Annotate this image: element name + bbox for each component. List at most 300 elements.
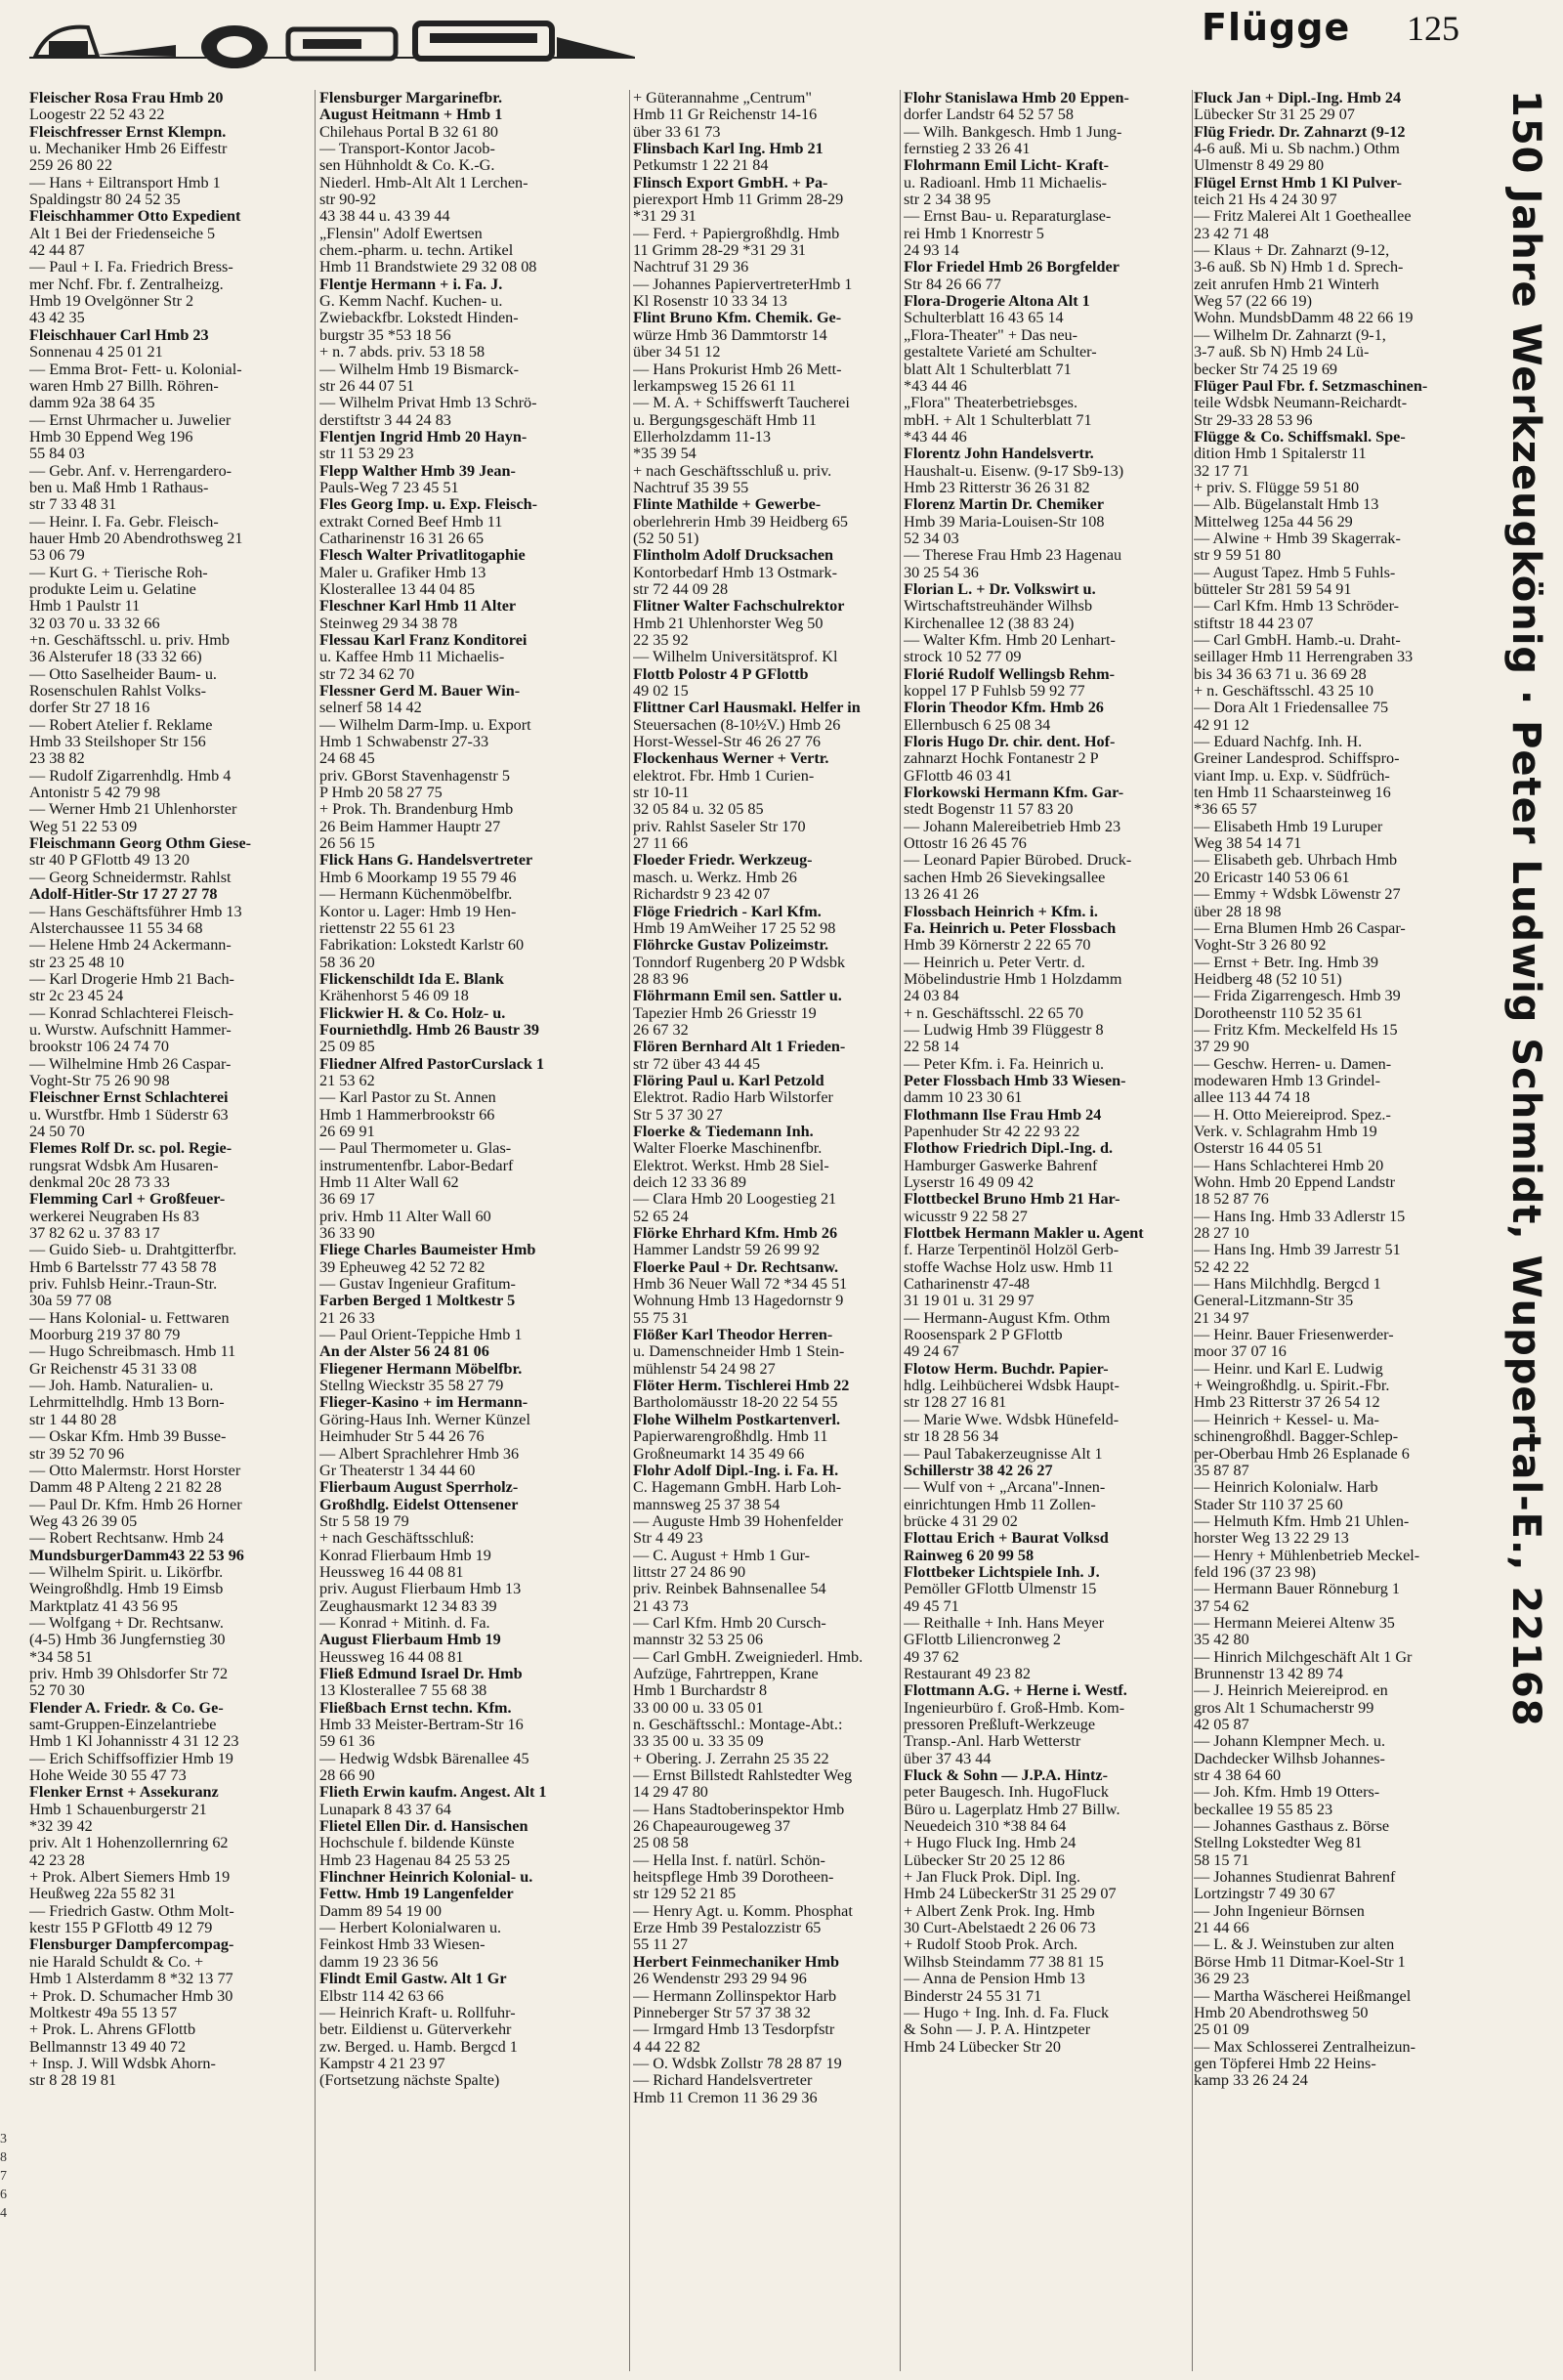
running-header-title: Flügge [1202,6,1351,49]
directory-entry-line: gros Alt 1 Schumacherstr 99 [1194,1699,1374,1717]
directory-entry-line: Schulterblatt 16 43 65 14 [904,310,1064,327]
directory-entry-line: — Hans Geschäftsführer Hmb 13 [29,903,242,920]
directory-entry-line: Richardstr 9 23 42 07 [633,886,771,904]
directory-entry-line: str 39 52 70 96 [29,1445,125,1463]
directory-entry-line: — Martha Wäscherei Heißmangel [1194,1987,1412,2005]
directory-entry-line: Nachtruf 35 39 55 [633,479,749,496]
directory-entry-line: Erze Hmb 39 Pestalozzistr 65 [633,1920,822,1937]
directory-entry-line: Flothow Friedrich Dipl.-Ing. d. [904,1140,1114,1158]
directory-entry-line: — Carl Kfm. Hmb 13 Schröder- [1194,598,1400,616]
directory-entry-line: Steuersachen (8-10½V.) Hmb 26 [633,716,841,734]
directory-entry-line: *32 39 42 [29,1818,93,1836]
directory-entry-line: — Wilhelm Darm-Imp. u. Export [319,716,531,734]
directory-entry-line: Flöge Friedrich - Karl Kfm. [633,903,822,920]
directory-entry-line: Hmb 23 Ritterstr 36 26 31 82 [904,479,1090,496]
directory-entry-line: — Heinrich + Kessel- u. Ma- [1194,1411,1379,1428]
directory-entry-line: Adolf-Hitler-Str 17 27 27 78 [29,886,218,904]
directory-entry-line: Flüg Friedr. Dr. Zahnarzt (9-12 [1194,123,1406,141]
directory-entry-line: — Helmuth Kfm. Hmb 21 Uhlen- [1194,1512,1410,1530]
directory-entry-line: — Robert Atelier f. Reklame [29,716,213,734]
directory-entry-line: 3-6 auß. Sb N) Hmb 1 d. Sprech- [1194,259,1404,276]
directory-entry-line: — Erich Schiffsoffizier Hmb 19 [29,1750,233,1767]
directory-entry-line: Heussweg 16 44 08 81 [319,1563,464,1581]
directory-entry-line: Loogestr 22 52 43 22 [29,106,165,124]
directory-entry-line: denkmal 20c 28 73 33 [29,1174,170,1191]
directory-entry-line: Verk. v. Schlagrahm Hmb 19 [1194,1123,1377,1140]
directory-entry-line: + nach Geschäftsschluß u. priv. [633,462,832,480]
directory-entry-line: — Hans Milchhdlg. Bergcd 1 [1194,1276,1381,1294]
directory-entry-line: Hmb 20 Abendrothsweg 50 [1194,2004,1369,2021]
directory-entry-line: sachen Hmb 26 Sievekingsallee [904,869,1106,886]
directory-entry-line: 30 25 54 36 [904,564,979,581]
directory-entry-line: Restaurant 49 23 82 [904,1665,1031,1682]
directory-entry-line: + Güterannahme „Centrum" [633,90,812,106]
margin-digit: 6 [0,2188,7,2202]
directory-entry-line: Kontorbedarf Hmb 13 Ostmark- [633,564,838,581]
directory-entry-line: Papenhuder Str 42 22 93 22 [904,1123,1080,1140]
directory-entry-line: Flentjen Ingrid Hmb 20 Hayn- [319,428,528,446]
directory-entry-line: Floeder Friedr. Werkzeug- [633,852,813,870]
directory-entry-line: + n. 7 abds. priv. 53 18 58 [319,344,486,361]
directory-entry-line: — Carl Kfm. Hmb 20 Cursch- [633,1614,826,1632]
directory-entry-line: Haushalt-u. Eisenw. (9-17 Sb9-13) [904,462,1124,480]
directory-entry-line: Hmb 6 Moorkamp 19 55 79 46 [319,869,517,886]
directory-entry-line: Hmb 39 Maria-Louisen-Str 108 [904,513,1105,531]
directory-entry-line: Fleischner Ernst Schlachterei [29,1089,229,1107]
directory-entry-line: Kirchenallee 12 (38 83 24) [904,615,1075,632]
directory-entry-line: 36 33 90 [319,1225,375,1243]
directory-entry-line: — Robert Rechtsanw. Hmb 24 [29,1530,225,1548]
directory-entry-line: Hmb 21 Uhlenhorster Weg 50 [633,615,824,632]
directory-entry-line: Großneumarkt 14 35 49 66 [633,1445,805,1463]
directory-entry-line: GFlottb 46 03 41 [904,767,1013,785]
directory-entry-line: deich 12 33 36 89 [633,1174,746,1191]
directory-entry-line: derstiftstr 3 44 24 83 [319,411,451,429]
directory-entry-line: damm 92a 38 64 35 [29,395,155,412]
directory-entry-line: — Heinr. und Karl E. Ludwig [1194,1360,1383,1378]
directory-entry-line: Ottostr 16 26 45 76 [904,835,1027,853]
directory-entry-line: Catharinenstr 16 31 26 65 [319,530,485,547]
directory-column-3 [633,90,897,2371]
directory-entry-line: — Konrad Schlachterei Fleisch- [29,1004,234,1022]
directory-entry-line: pressoren Preßluft-Werkzeuge [904,1717,1096,1733]
directory-entry-line: Nachtruf 31 29 36 [633,259,749,276]
directory-entry-line: 24 03 84 [904,988,959,1005]
directory-entry-line: + priv. S. Flügge 59 51 80 [1194,479,1360,496]
directory-entry-line: Elbstr 114 42 63 66 [319,1987,444,2005]
directory-entry-line: G. Kemm Nachf. Kuchen- u. [319,293,503,311]
directory-entry-line: Antonistr 5 42 79 98 [29,785,160,802]
directory-entry-line: Pauls-Weg 7 23 45 51 [319,479,459,496]
directory-entry-line: Flohr Stanislawa Hmb 20 Eppen- [904,90,1129,106]
directory-entry-line: — Henry Agt. u. Komm. Phosphat [633,1902,853,1920]
directory-entry-line: 31 19 01 u. 31 29 97 [904,1293,1035,1310]
directory-entry-line: Horst-Wessel-Str 46 26 27 76 [633,734,822,751]
directory-entry-line: über 33 61 73 [633,123,721,141]
directory-entry-line: — Johannes Gasthaus z. Börse [1194,1818,1390,1836]
directory-entry-line: Weingroßhdlg. Hmb 19 Eimsb [29,1581,224,1598]
directory-entry-line: Elektrot. Werkst. Hmb 28 Siel- [633,1157,829,1174]
directory-entry-line: str 7 33 48 31 [29,496,117,514]
directory-entry-line: brookstr 106 24 74 70 [29,1039,169,1056]
directory-entry-line: — Wilhelm Dr. Zahnarzt (9-1, [1194,326,1386,344]
directory-entry-line: — Fritz Malerei Alt 1 Goetheallee [1194,208,1412,226]
directory-entry-line: 35 42 80 [1194,1632,1249,1649]
directory-entry-line: Flentje Hermann + i. Fa. J. [319,276,503,293]
directory-entry-line: Fleischhauer Carl Hmb 23 [29,326,209,344]
directory-entry-line: + Prok. D. Schumacher Hmb 30 [29,1987,233,2005]
directory-entry-line: str 72 über 43 44 45 [633,1055,760,1073]
directory-entry-line: Mittelweg 125a 44 56 29 [1194,513,1353,531]
directory-entry-line: — Erna Blumen Hmb 26 Caspar- [1194,919,1406,937]
directory-column-4 [904,90,1191,2371]
directory-entry-line: Lübecker Str 31 25 29 07 [1194,106,1355,124]
directory-entry-line: 43 38 44 u. 43 39 44 [319,208,450,226]
directory-entry-line: — Leonard Papier Bürobed. Druck- [904,852,1132,870]
directory-entry-line: str 10-11 [633,785,690,802]
directory-entry-line: str 11 53 29 23 [319,446,414,463]
directory-entry-line: dorfer Landstr 64 52 57 58 [904,106,1074,124]
directory-entry-line: — Richard Handelsvertreter [633,2072,813,2090]
directory-entry-line: Flohe Wilhelm Postkartenverl. [633,1411,841,1428]
directory-entry-line: str 40 P GFlottb 49 13 20 [29,852,190,870]
directory-entry-line: 59 61 36 [319,1733,375,1751]
directory-entry-line: priv. Reinbek Bahnsenallee 54 [633,1581,826,1598]
directory-entry-line: Flößer Karl Theodor Herren- [633,1327,833,1344]
directory-entry-line: 30a 59 77 08 [29,1293,112,1310]
directory-entry-line: Dachdecker Wilhsb Johannes- [1194,1750,1385,1767]
directory-entry-line: Fließ Edmund Israel Dr. Hmb [319,1665,523,1682]
directory-entry-line: Hmb 24 Lübecker Str 20 [904,2038,1061,2056]
directory-entry-line: — Johannes PapiervertreterHmb 1 [633,276,853,293]
directory-entry-line: + Weingroßhdlg. u. Spirit.-Fbr. [1194,1378,1390,1395]
directory-entry-line: Hmb 11 Alter Wall 62 [319,1174,459,1191]
directory-entry-line: 52 70 30 [29,1682,85,1700]
directory-entry-line: Flindt Emil Gastw. Alt 1 Gr [319,1971,507,1988]
directory-entry-line: 23 42 71 48 [1194,225,1269,242]
directory-entry-line: pierexport Hmb 11 Grimm 28-29 [633,191,844,209]
directory-entry-line: Hmb 11 Gr Reichenstr 14-16 [633,106,818,124]
directory-entry-line: GFlottb Liliencronweg 2 [904,1632,1061,1649]
directory-entry-line: priv. Hmb 39 Ohlsdorfer Str 72 [29,1665,229,1682]
directory-entry-line: — Wilhelm Universitätsprof. Kl [633,649,838,666]
directory-entry-line: Zwiebackfbr. Lokstedt Hinden- [319,310,519,327]
directory-entry-line: — Karl Pastor zu St. Annen [319,1089,496,1107]
directory-entry-line: teile Wdsbk Neumann-Reichardt- [1194,395,1408,412]
directory-entry-line: „Flensin" Adolf Ewertsen [319,225,483,242]
directory-entry-line: Str 5 58 19 79 [319,1512,409,1530]
directory-entry-line: Hmb 1 Hammerbrookstr 66 [319,1106,495,1124]
directory-entry-line: 49 24 67 [904,1343,959,1361]
directory-entry-line: — Hans Ing. Hmb 33 Adlerstr 15 [1194,1208,1406,1225]
directory-entry-line: Flieger-Kasino + im Hermann- [319,1394,528,1412]
directory-entry-line: über 37 43 44 [904,1750,992,1767]
directory-entry-line: u. Wurstfbr. Hmb 1 Süderstr 63 [29,1106,229,1124]
directory-entry-line: Floerke Paul + Dr. Rechtsanw. [633,1258,839,1276]
directory-entry-line: Moorburg 219 37 80 79 [29,1327,181,1344]
directory-entry-line: Hmb 1 Burchardstr 8 [633,1682,768,1700]
directory-entry-line: — Ernst Billstedt Rahlstedter Weg [633,1767,853,1785]
directory-entry-line: — Heinrich Kolonialw. Harb [1194,1479,1378,1497]
page-number: 125 [1407,9,1459,48]
directory-entry-line: — Elisabeth geb. Uhrbach Hmb [1194,852,1398,870]
directory-entry-line: Hamburger Gaswerke Bahrenf [904,1157,1098,1174]
directory-entry-line: Zeughausmarkt 12 34 83 39 [319,1597,497,1615]
directory-entry-line: — Frida Zigarrengesch. Hmb 39 [1194,988,1401,1005]
directory-entry-line: — Wulf von + „Arcana"-Innen- [904,1479,1106,1497]
directory-entry-line: Flöhrcke Gustav Polizeimstr. [633,937,829,955]
directory-entry-line: chem.-pharm. u. techn. Artikel [319,242,514,260]
directory-entry-line: Flottmann A.G. + Herne i. Westf. [904,1682,1127,1700]
directory-entry-line: — Otto Saselheider Baum- u. [29,665,217,683]
directory-entry-line: — John Ingenieur Börnsen [1194,1902,1365,1920]
directory-entry-line: — Ernst Uhrmacher u. Juwelier [29,411,232,429]
directory-entry-line: u. Wurstw. Aufschnitt Hammer- [29,1021,232,1039]
directory-entry-line: Göring-Haus Inh. Werner Künzel [319,1411,530,1428]
directory-entry-line: Walter Floerke Maschinenfbr. [633,1140,823,1158]
directory-entry-line: Dorotheenstr 110 52 35 61 [1194,1004,1363,1022]
directory-entry-line: Flickwier H. & Co. Holz- u. [319,1004,506,1022]
directory-entry-line: + Prok. L. Ahrens GFlottb [29,2021,196,2039]
directory-entry-line: 32 17 71 [1194,462,1249,480]
directory-entry-line: kestr 155 P GFlottb 49 12 79 [29,1920,213,1937]
directory-entry-line: — Max Schlosserei Zentralheizun- [1194,2038,1416,2056]
directory-entry-line: *36 65 57 [1194,801,1257,819]
directory-entry-line: 11 Grimm 28-29 *31 29 31 [633,242,807,260]
directory-entry-line: Schillerstr 38 42 26 27 [904,1462,1053,1479]
directory-entry-line: + n. Geschäftsschl. 22 65 70 [904,1004,1084,1022]
directory-entry-line: 20 Ericastr 140 53 06 61 [1194,869,1350,886]
directory-entry-line: Fabrikation: Lokstedt Karlstr 60 [319,937,525,955]
directory-entry-line: str 72 34 62 70 [319,665,415,683]
directory-entry-line: betr. Eildienst u. Güterverkehr [319,2021,512,2039]
directory-entry-line: Osterstr 16 44 05 51 [1194,1140,1324,1158]
directory-entry-line: — Therese Frau Hmb 23 Hagenau [904,547,1122,565]
directory-entry-line: Florian L. + Dr. Volkswirt u. [904,580,1096,598]
directory-entry-line: Florkowski Hermann Kfm. Gar- [904,785,1124,802]
directory-entry-line: 32 03 70 u. 33 32 66 [29,615,160,632]
directory-entry-line: Fles Georg Imp. u. Exp. Fleisch- [319,496,538,514]
directory-entry-line: Flohr Adolf Dipl.-Ing. i. Fa. H. [633,1462,839,1479]
directory-entry-line: — Hugo Schreibmasch. Hmb 11 [29,1343,236,1361]
margin-digit: 8 [0,2150,7,2165]
directory-entry-line: Weg 51 22 53 09 [29,818,138,835]
directory-entry-line: 23 38 82 [29,750,85,768]
directory-entry-line: — Johann Malereibetrieb Hmb 23 [904,818,1121,835]
directory-entry-line: priv. August Flierbaum Hmb 13 [319,1581,522,1598]
directory-entry-line: teich 21 Hs 4 24 30 97 [1194,191,1337,209]
directory-entry-line: Klosterallee 13 44 04 85 [319,580,476,598]
directory-entry-line: — Paul Thermometer u. Glas- [319,1140,512,1158]
margin-digit: 3 [0,2132,7,2146]
directory-entry-line: rei Hmb 1 Knorrestr 5 [904,225,1044,242]
directory-column-2 [319,90,626,2371]
directory-entry-line: — Joh. Kfm. Hmb 19 Otters- [1194,1784,1380,1802]
directory-entry-line: Papierwarengroßhdlg. Hmb 11 [633,1428,828,1446]
directory-entry-line: 21 53 62 [319,1072,375,1089]
directory-entry-line: 3-7 auß. Sb N) Hmb 24 Lü- [1194,344,1370,361]
directory-entry-line: str 2 34 38 95 [904,191,992,209]
directory-entry-line: kamp 33 26 24 24 [1194,2072,1308,2090]
directory-entry-line: strock 10 52 77 09 [904,649,1022,666]
directory-entry-line: Fleischhammer Otto Expedient [29,208,241,226]
directory-entry-line: — Paul Orient-Teppiche Hmb 1 [319,1327,523,1344]
directory-entry-line: Fließbach Ernst techn. Kfm. [319,1699,512,1717]
directory-entry-line: Büro u. Lagerplatz Hmb 27 Billw. [904,1801,1120,1818]
directory-entry-line: 24 68 45 [319,750,375,768]
directory-entry-line: *43 44 46 [904,377,967,395]
directory-entry-line: bis 34 36 63 71 u. 36 69 28 [1194,665,1367,683]
directory-entry-line: — Wilhelm Privat Hmb 13 Schrö- [319,395,537,412]
directory-entry-line: + Hugo Fluck Ing. Hmb 24 [904,1835,1077,1852]
directory-entry-line: Rosenschulen Rahlst Volks- [29,683,207,701]
directory-entry-line: — Hermann Zollinspektor Harb [633,1987,837,2005]
directory-entry-line: Flietel Ellen Dir. d. Hansischen [319,1818,528,1836]
directory-entry-line: dorfer Str 27 18 16 [29,700,150,717]
directory-entry-line: Hochschule f. bildende Künste [319,1835,515,1852]
directory-entry-line: 42 05 87 [1194,1717,1249,1733]
directory-entry-line: — Heinr. I. Fa. Gebr. Fleisch- [29,513,219,531]
directory-entry-line: Fourniethdlg. Hmb 26 Baustr 39 [319,1021,540,1039]
directory-entry-line: Flottbeker Lichtspiele Inh. J. [904,1563,1100,1581]
directory-entry-line: — M. A. + Schiffswerft Taucherei [633,395,850,412]
directory-entry-line: Heimhuder Str 5 44 26 76 [319,1428,485,1446]
directory-entry-line: Flinte Mathilde + Gewerbe- [633,496,822,514]
directory-entry-line: — Irmgard Hmb 13 Tesdorpfstr [633,2021,835,2039]
directory-entry-line: stiftstr 18 44 23 07 [1194,615,1314,632]
directory-entry-line: Flessner Gerd M. Bauer Win- [319,683,521,701]
directory-entry-line: August Flierbaum Hmb 19 [319,1632,501,1649]
directory-entry-line: Ellernbusch 6 25 08 34 [904,716,1051,734]
directory-entry-line: & Sohn — J. P. A. Hintzpeter [904,2021,1091,2039]
directory-entry-line: + Prok. Albert Siemers Hmb 19 [29,1869,231,1887]
directory-entry-line: 55 84 03 [29,446,85,463]
directory-entry-line: (52 50 51) [633,530,699,547]
directory-entry-line: — L. & J. Weinstuben zur alten [1194,1936,1395,1954]
directory-entry-line: Flüger Paul Fbr. f. Setzmaschinen- [1194,377,1428,395]
directory-entry-line: — O. Wdsbk Zollstr 78 28 87 19 [633,2055,842,2072]
directory-entry-line: str 1 44 80 28 [29,1411,117,1428]
directory-entry-line: Hmb 1 Schwabenstr 27-33 [319,734,489,751]
directory-entry-line: — Rudolf Zigarrenhdlg. Hmb 4 [29,767,232,785]
directory-entry-line: 52 42 22 [1194,1258,1249,1276]
directory-entry-line: koppel 17 P Fuhlsb 59 92 77 [904,683,1085,701]
directory-entry-line: mer Nchf. Fbr. f. Zentralheizg. [29,276,224,293]
directory-entry-line: viant Imp. u. Exp. v. Südfrüch- [1194,767,1390,785]
directory-entry-line: priv. GBorst Stavenhagenstr 5 [319,767,510,785]
directory-entry-line: Fleischfresser Ernst Klempn. [29,123,227,141]
directory-entry-line: Flickenschildt Ida E. Blank [319,970,504,988]
directory-entry-line: Wilhsb Steindamm 77 38 81 15 [904,1953,1104,1971]
directory-entry-line: Pemöller GFlottb Ulmenstr 15 [904,1581,1097,1598]
directory-entry-line: Binderstr 24 55 31 71 [904,1987,1042,2005]
directory-entry-line: n. Geschäftsschl.: Montage-Abt.: [633,1717,843,1733]
directory-entry-line: waren Hmb 27 Billh. Röhren- [29,377,219,395]
directory-entry-line: 21 26 33 [319,1309,375,1327]
directory-entry-line: — Friedrich Gastw. Othm Molt- [29,1902,234,1920]
directory-entry-line: — Walter Kfm. Hmb 20 Lenhart- [904,632,1116,649]
directory-entry-line: stedt Bogenstr 11 57 83 20 [904,801,1074,819]
directory-entry-line: Hohe Weide 30 55 47 73 [29,1767,187,1785]
directory-entry-line: — Ludwig Hmb 39 Flüggestr 8 [904,1021,1104,1039]
directory-entry-line: 36 69 17 [319,1191,375,1209]
directory-column-1 [29,90,332,2371]
directory-entry-line: u. Mechaniker Hmb 26 Eiffestr [29,141,228,158]
directory-entry-line: — Carl GmbH. Hamb.-u. Draht- [1194,632,1401,649]
directory-entry-line: Hmb 11 Brandstwiete 29 32 08 08 [319,259,537,276]
directory-entry-line: 26 67 32 [633,1021,689,1039]
directory-entry-line: zw. Berged. u. Hamb. Bergcd 1 [319,2038,518,2056]
directory-entry-line: — Hermann-August Kfm. Othm [904,1309,1111,1327]
directory-entry-line: — Hans Kolonial- u. Fettwaren [29,1309,230,1327]
directory-entry-line: str 8 28 19 81 [29,2072,117,2090]
directory-entry-line: str 72 44 09 28 [633,580,729,598]
directory-entry-line: 58 15 71 [1194,1851,1249,1869]
directory-entry-line: Kl Rosenstr 10 33 34 13 [633,293,787,311]
directory-entry-line: — H. Otto Meiereiprod. Spez.- [1194,1106,1391,1124]
directory-entry-line: — Heinr. Bauer Friesenwerder- [1194,1327,1394,1344]
directory-entry-line: — Hans Prokurist Hmb 26 Mett- [633,361,842,378]
directory-entry-line: Flepp Walther Hmb 39 Jean- [319,462,516,480]
directory-entry-line: — Otto Malermstr. Horst Horster [29,1462,241,1479]
directory-entry-line: Stader Str 110 37 25 60 [1194,1496,1343,1513]
directory-entry-line: Flotow Herm. Buchdr. Papier- [904,1360,1109,1378]
directory-entry-line: str 2c 23 45 24 [29,988,124,1005]
column-divider [629,90,630,2371]
directory-entry-line: 22 35 92 [633,632,689,649]
directory-entry-line: 21 43 73 [633,1597,689,1615]
directory-entry-line: — Guido Sieb- u. Drahtgitterfbr. [29,1242,237,1259]
directory-entry-line: 36 Alsterufer 18 (33 32 66) [29,649,202,666]
directory-entry-line: wicusstr 9 22 58 27 [904,1208,1028,1225]
directory-entry-line: Fliege Charles Baumeister Hmb [319,1242,536,1259]
directory-entry-line: P Hmb 20 58 27 75 [319,785,443,802]
directory-entry-line: Hmb 23 Ritterstr 37 26 54 12 [1194,1394,1380,1412]
directory-entry-line: Fettw. Hmb 19 Langenfelder [319,1886,514,1903]
directory-entry-line: Hmb 1 Paulstr 11 [29,598,141,616]
directory-entry-line: — Ernst Bau- u. Reparaturglase- [904,208,1112,226]
directory-entry-line: — Alwine + Hmb 39 Skagerrak- [1194,530,1401,547]
directory-entry-line: — Georg Schneidermstr. Rahlst [29,869,232,886]
directory-entry-line: — Paul Dr. Kfm. Hmb 26 Horner [29,1496,242,1513]
directory-entry-line: Flinsch Export GmbH. + Pa- [633,174,828,191]
directory-entry-line: 37 54 62 [1194,1597,1249,1615]
directory-entry-line: Hmb 19 AmWeiher 17 25 52 98 [633,919,836,937]
directory-entry-line: ten Hmb 11 Schaarsteinweg 16 [1194,785,1391,802]
directory-entry-line: Farben Berged 1 Moltkestr 5 [319,1293,516,1310]
directory-entry-line: 28 83 96 [633,970,689,988]
directory-entry-line: — Hans Stadtoberinspektor Hmb [633,1801,845,1818]
directory-entry-line: „Flora-Theater" + Das neu- [904,326,1077,344]
directory-entry-line: elektrot. Fbr. Hmb 1 Curien- [633,767,815,785]
directory-entry-line: damm 10 23 30 61 [904,1089,1023,1107]
directory-entry-line: Wohnung Hmb 13 Hagedornstr 9 [633,1293,844,1310]
side-advertisement-banner [1493,90,1563,1790]
directory-entry-line: rungsrat Wdsbk Am Husaren- [29,1157,219,1174]
directory-entry-line: 53 06 79 [29,547,85,565]
directory-entry-line: Sonnenau 4 25 01 21 [29,344,163,361]
directory-entry-line: Flick Hans G. Handelsvertreter [319,852,533,870]
directory-entry-line: 28 27 10 [1194,1225,1249,1243]
directory-entry-line: Hammer Landstr 59 26 99 92 [633,1242,821,1259]
directory-entry-line: Hmb 24 LübeckerStr 31 25 29 07 [904,1886,1117,1903]
directory-entry-line: Floerke & Tiedemann Inh. [633,1123,814,1140]
directory-entry-line: priv. Fuhlsb Heinr.-Traun-Str. [29,1276,218,1294]
directory-entry-line: f. Harze Terpentinöl Holzöl Gerb- [904,1242,1119,1259]
directory-entry-line: Fliegener Hermann Möbelfbr. [319,1360,523,1378]
directory-entry-line: gestaltete Varieté am Schulter- [904,344,1097,361]
directory-entry-line: heitspflege Hmb 39 Dorotheen- [633,1869,834,1887]
